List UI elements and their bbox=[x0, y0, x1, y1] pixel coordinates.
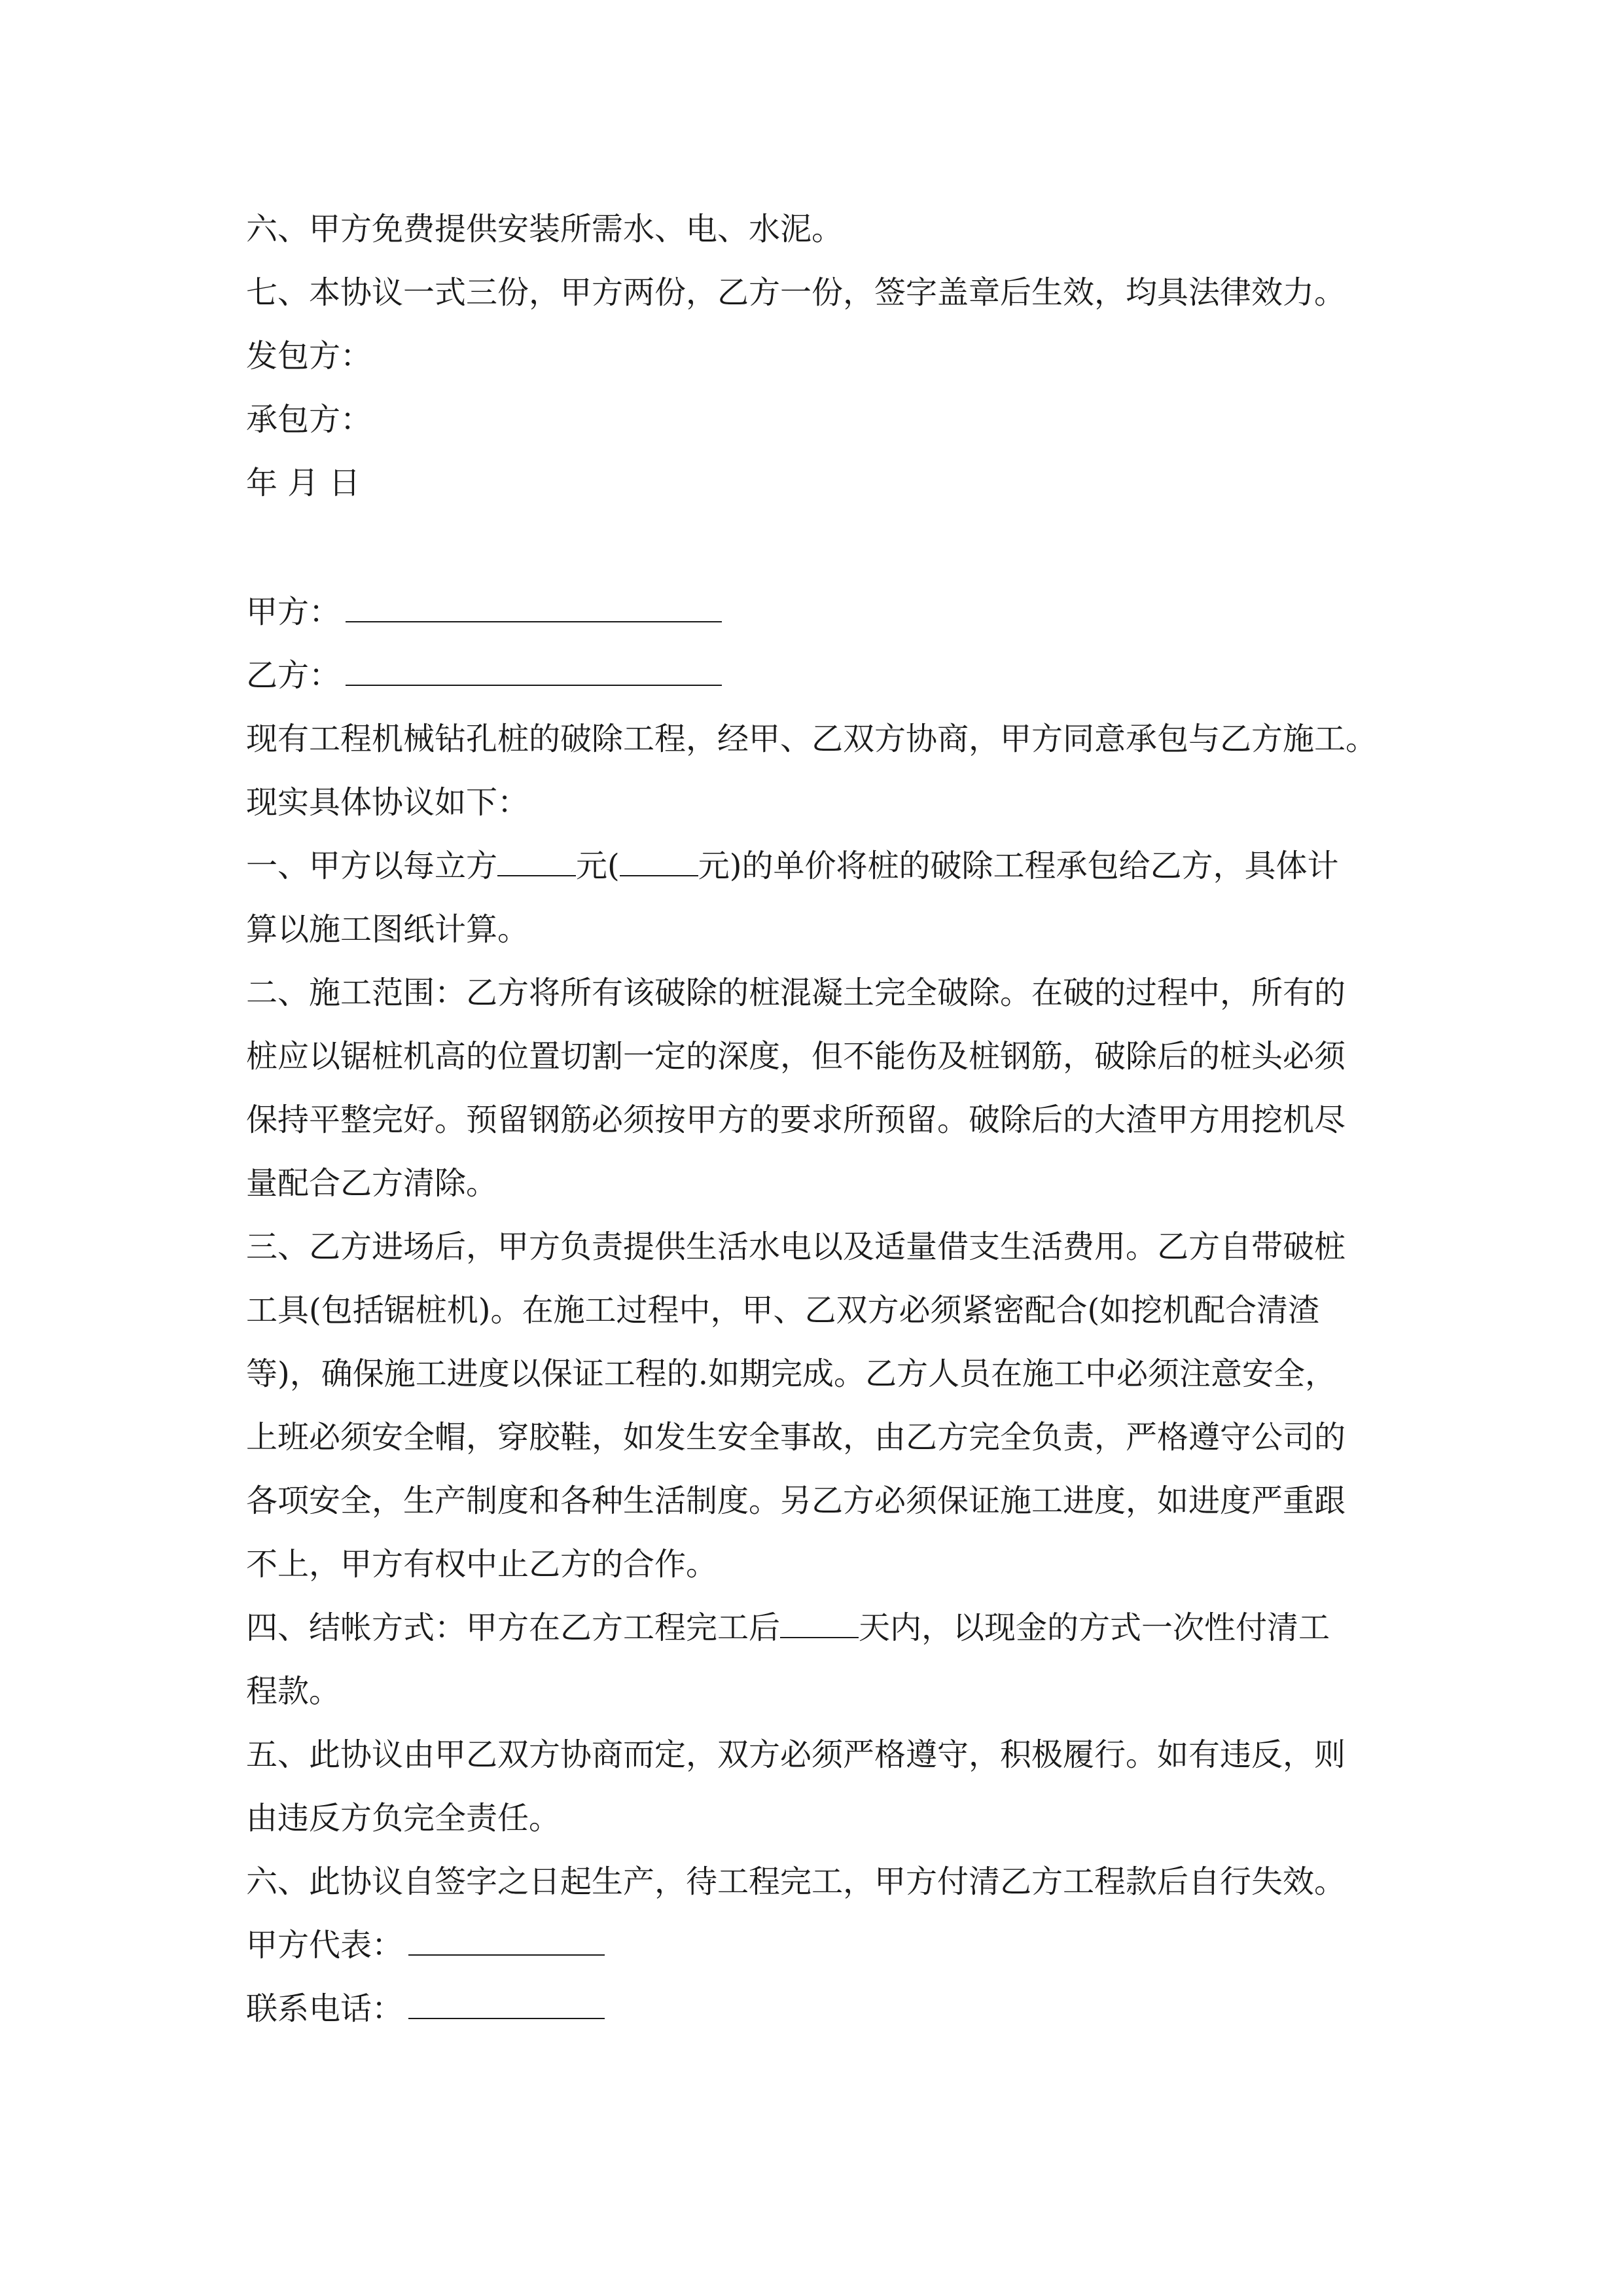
clause-two-line: 桩应以锯桩机高的位置切割一定的深度，但不能伤及桩钢筋，破除后的桩头必须 bbox=[246, 1038, 1346, 1075]
payment-days-blank[interactable] bbox=[780, 1608, 859, 1638]
party-b-blank[interactable] bbox=[346, 656, 722, 686]
clause-two-line: 量配合乙方清除。 bbox=[246, 1165, 498, 1202]
party-a-line bbox=[246, 592, 1398, 632]
clause-one-text-b: 元( bbox=[576, 848, 620, 884]
representative-label: 甲方代表： bbox=[246, 1927, 404, 1964]
clause-one-text-a: 一、甲方以每立方 bbox=[246, 848, 498, 884]
phone-label: 联系电话： bbox=[246, 1990, 404, 2027]
party-a-blank[interactable] bbox=[346, 592, 722, 622]
clause-seven-copies: 七、本协议一式三份，甲方两份，乙方一份，签字盖章后生效，均具法律效力。 bbox=[246, 274, 1346, 311]
intro-line-1: 现有工程机械钻孔桩的破除工程，经甲、乙双方协商，甲方同意承包与乙方施工。 bbox=[246, 721, 1378, 757]
clause-four-text-b: 天内，以现金的方式一次性付清工 bbox=[859, 1609, 1330, 1646]
phone-line bbox=[246, 1989, 1398, 2028]
clause-three-line: 上班必须安全帽，穿胶鞋，如发生安全事故，由乙方完全负责，严格遵守公司的 bbox=[246, 1419, 1346, 1456]
clause-one-line-1 bbox=[246, 846, 1398, 886]
clause-five-line-1: 五、此协议由甲乙双方协商而定，双方必须严格遵守，积极履行。如有违反，则 bbox=[246, 1736, 1346, 1773]
representative-blank[interactable] bbox=[408, 1926, 605, 1956]
clause-five-line-2: 由违反方负完全责任。 bbox=[246, 1800, 561, 1837]
clause-three-line: 等)，确保施工进度以保证工程的.如期完成。乙方人员在施工中必须注意安全， bbox=[246, 1355, 1336, 1392]
clause-three-line: 工具(包括锯桩机)。在施工过程中，甲、乙双方必须紧密配合(如挖机配合清渣 bbox=[246, 1292, 1320, 1329]
clause-four-line-2: 程款。 bbox=[246, 1673, 341, 1710]
unit-price-blank[interactable] bbox=[497, 846, 576, 876]
party-a-label: 甲方： bbox=[246, 594, 341, 630]
party-b-line bbox=[246, 656, 1398, 695]
clause-one-text-c: 元)的单价将桩的破除工程承包给乙方，具体计 bbox=[698, 848, 1339, 884]
clause-three-line: 三、乙方进场后，甲方负责提供生活水电以及适量借支生活费用。乙方自带破桩 bbox=[246, 1229, 1346, 1265]
clause-six-supplies: 六、甲方免费提供安装所需水、电、水泥。 bbox=[246, 211, 844, 247]
representative-line bbox=[246, 1926, 1398, 1965]
clause-two-line: 二、施工范围：乙方将所有该破除的桩混凝土完全破除。在破的过程中，所有的 bbox=[246, 975, 1346, 1011]
date-line: 年 月 日 bbox=[246, 465, 361, 501]
contractor-label: 承包方： bbox=[246, 401, 372, 438]
employer-label: 发包方： bbox=[246, 338, 372, 374]
intro-line-2: 现实具体协议如下： bbox=[246, 784, 529, 821]
clause-one-line-2: 算以施工图纸计算。 bbox=[246, 911, 529, 948]
clause-three-line: 不上，甲方有权中止乙方的合作。 bbox=[246, 1546, 718, 1583]
unit-price-uppercase-blank[interactable] bbox=[620, 846, 698, 876]
phone-blank[interactable] bbox=[408, 1989, 605, 2019]
clause-three-line: 各项安全，生产制度和各种生活制度。另乙方必须保证施工进度，如进度严重跟 bbox=[246, 1482, 1346, 1519]
clause-two-line: 保持平整完好。预留钢筋必须按甲方的要求所预留。破除后的大渣甲方用挖机尽 bbox=[246, 1102, 1346, 1138]
clause-six-validity: 六、此协议自签字之日起生产，待工程完工，甲方付清乙方工程款后自行失效。 bbox=[246, 1863, 1346, 1900]
party-b-label: 乙方： bbox=[246, 657, 341, 694]
clause-four-line-1 bbox=[246, 1608, 1398, 1647]
clause-four-text-a: 四、结帐方式：甲方在乙方工程完工后 bbox=[246, 1609, 781, 1646]
